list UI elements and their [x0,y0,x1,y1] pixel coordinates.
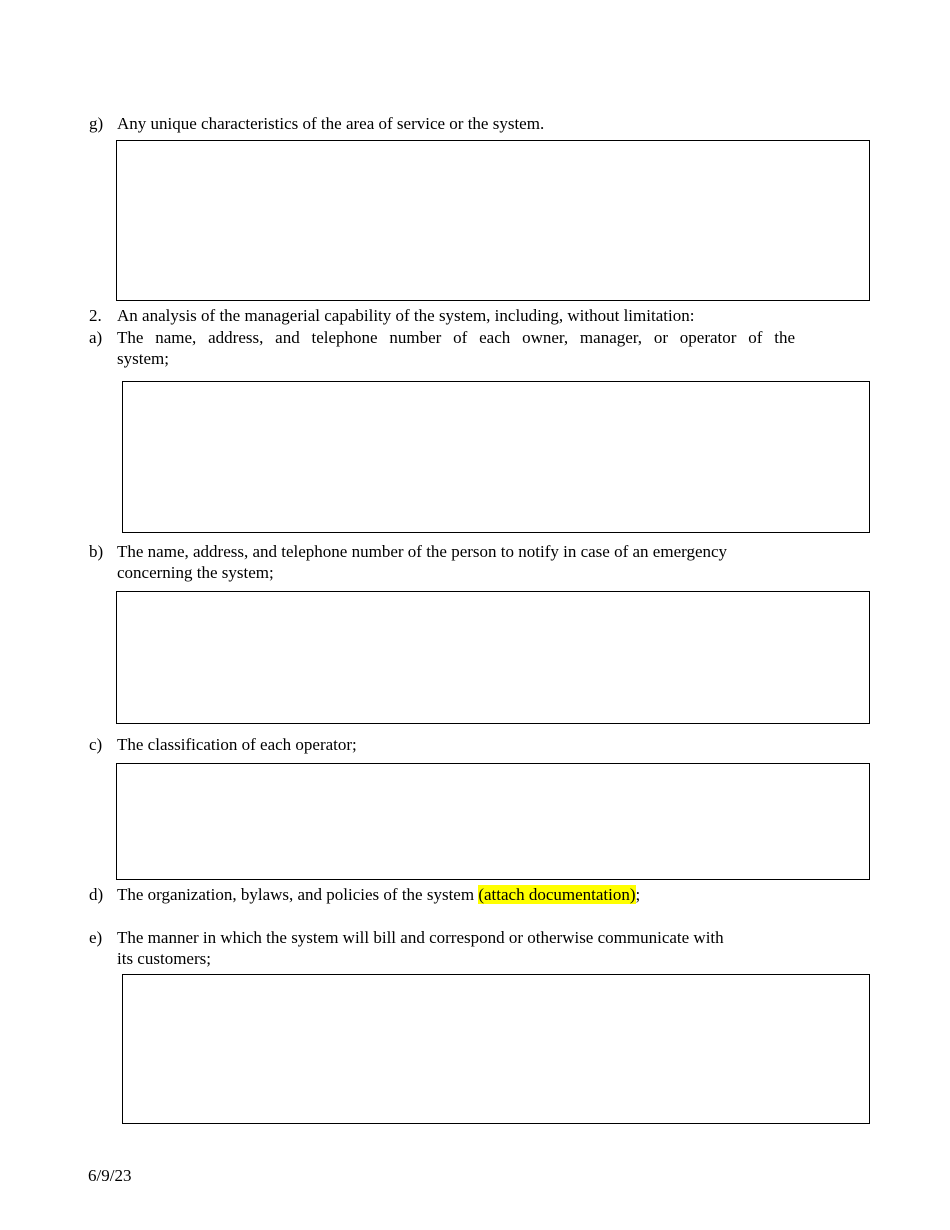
item-e-text-line1: The manner in which the system will bill and correspond or otherwise communicate with [117,928,724,947]
item-a-marker: a) [89,328,103,347]
item-b-text-line1: The name, address, and telephone number of the person to notify in case of an emergency [117,542,728,561]
item-d-text-end: ; [635,885,641,904]
item-g-answer-box[interactable] [116,140,870,301]
footer-date: 6/9/23 [88,1166,132,1185]
attach-documentation-highlight: (attach documentation) [478,885,636,904]
item-b-text-line2: concerning the system; [117,563,274,582]
question-2-marker: 2. [89,306,102,325]
item-e-answer-box[interactable] [122,974,870,1124]
item-e-marker: e) [89,928,103,947]
item-a-text-line2: system; [117,349,169,368]
item-g-marker: g) [89,114,104,133]
item-b-marker: b) [89,542,104,561]
item-d-text-main: The organization, bylaws, and policies of the system [117,885,479,904]
item-e-text-line2: its customers; [117,949,211,968]
item-a-answer-box[interactable] [122,381,870,533]
item-c-marker: c) [89,735,103,754]
item-d-marker: d) [89,885,104,904]
item-b-answer-box[interactable] [116,591,870,724]
item-a-text-line1: The name, address, and telephone number of each owner, manager, or operator of the [117,328,795,347]
item-d-text [117,884,640,905]
question-2-text: An analysis of the managerial capability of the system, including, without limitation: [117,306,695,325]
item-g-text: Any unique characteristics of the area of service or the system. [117,114,545,133]
item-c-text: The classification of each operator; [117,735,357,754]
item-c-answer-box[interactable] [116,763,870,880]
